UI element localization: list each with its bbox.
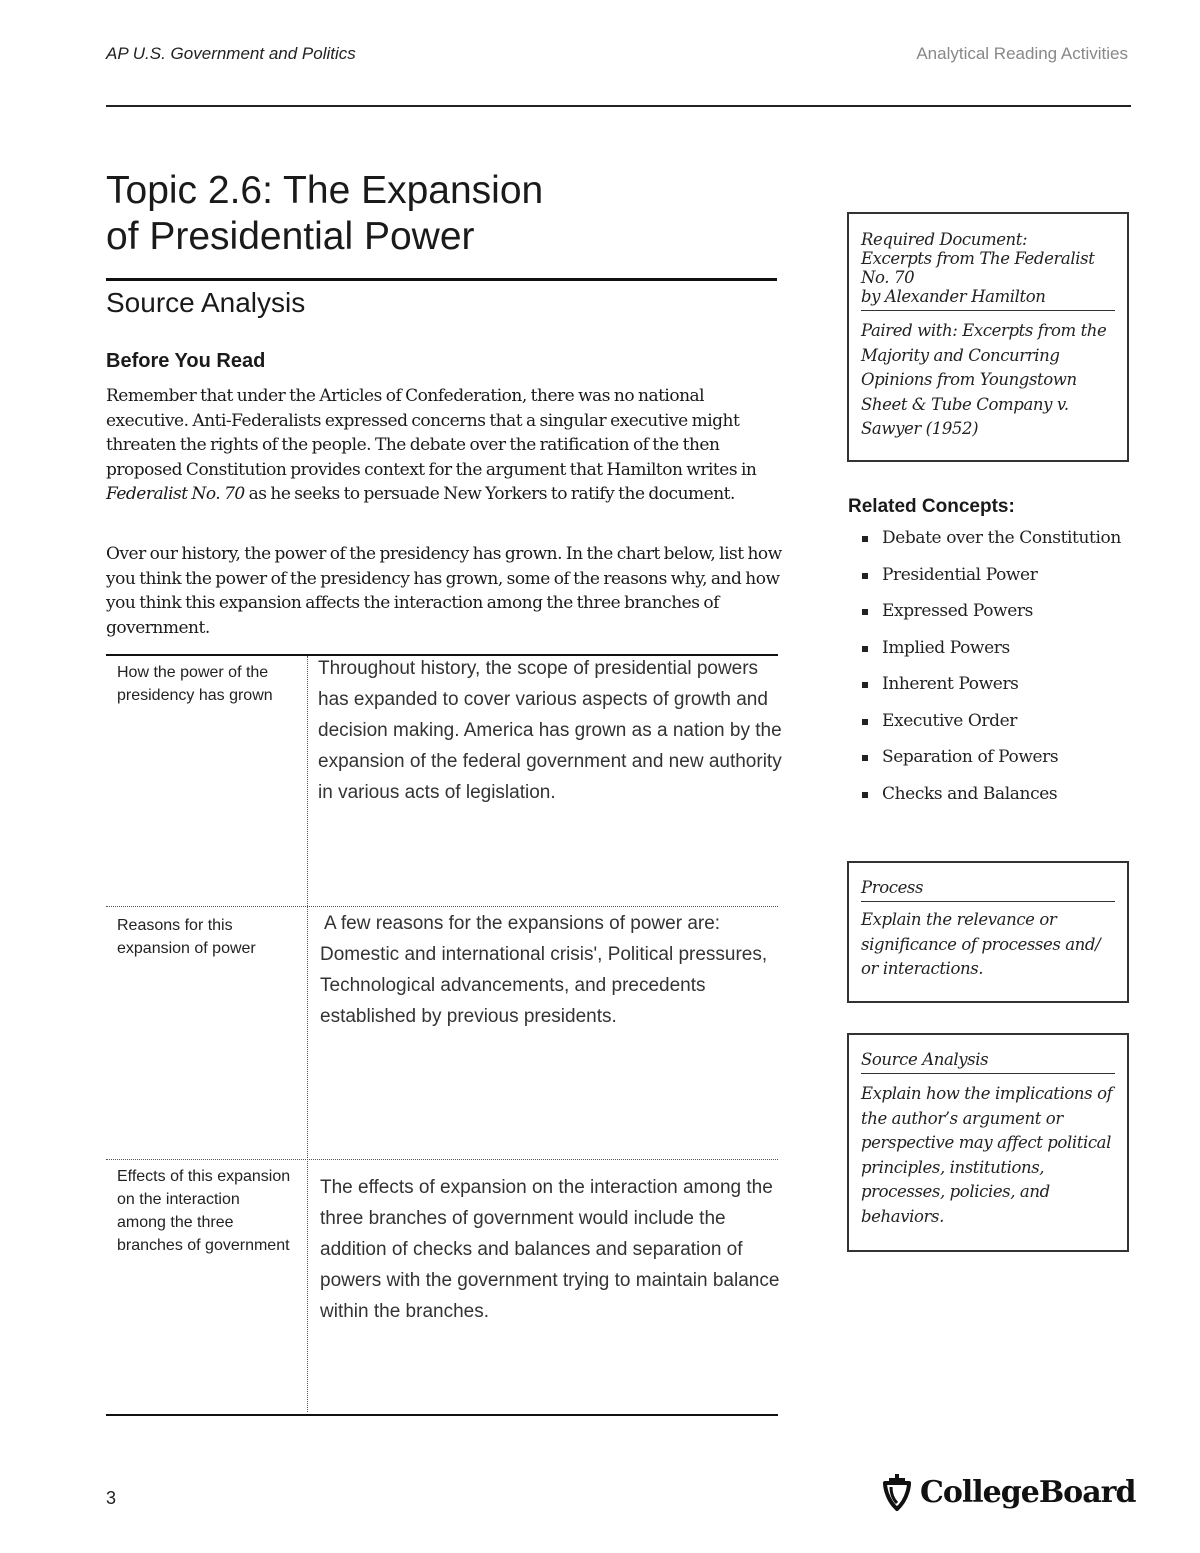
box-rule	[861, 310, 1115, 311]
concept-label: Checks and Balances	[882, 783, 1058, 804]
chart-row-label-reasons: Reasons for this expansion of power	[117, 917, 256, 957]
chart-row-divider	[106, 1159, 778, 1160]
required-document-author: by Alexander Hamilton	[861, 287, 1046, 306]
title-rule	[106, 278, 777, 281]
bullet-icon	[862, 646, 868, 652]
bullet-icon	[862, 609, 868, 615]
required-document-box	[847, 212, 1129, 462]
list-item	[862, 709, 1122, 733]
list-item	[862, 526, 1122, 550]
running-header-section: Analytical Reading Activities	[916, 44, 1128, 63]
concept-label: Implied Powers	[882, 637, 1010, 658]
list-item	[862, 672, 1122, 696]
concept-label: Debate over the Constitution	[882, 528, 1121, 548]
source-analysis-box-title: Source Analysis	[861, 1050, 989, 1069]
process-box-title: Process	[861, 878, 924, 897]
source-analysis-box-body: Explain how the implications of the author’s argument or perspective may affect political principles, institutions, processes, policies, and behaviors.	[861, 1084, 1113, 1226]
required-document-number: No. 70	[861, 268, 915, 287]
box-rule	[861, 901, 1115, 902]
bullet-icon	[862, 792, 868, 798]
bullet-icon	[862, 755, 868, 761]
concept-label: Executive Order	[882, 710, 1017, 731]
list-item	[862, 599, 1122, 623]
page-title-line-2: of Presidential Power	[106, 215, 475, 258]
required-document-info	[861, 230, 1115, 306]
bullet-icon	[862, 536, 868, 542]
process-box-body: Explain the relevance or significance of processes and/ or interactions.	[861, 910, 1101, 978]
intro-paragraph	[106, 384, 786, 507]
chart-column-divider	[307, 656, 308, 1412]
logo-wordmark: CollegeBoard	[920, 1474, 1136, 1510]
intro-text-emphasis: Federalist No. 70	[106, 484, 245, 504]
related-concepts-list	[862, 526, 1122, 818]
intro-text-start: Remember that under the Articles of Confederation, there was no national executive. Anti-Federalists expressed concerns that a singular executive might threaten the rights of the people. The debate over the ratification of the then proposed Constitution provides context for the argument that Hamilton writes in	[106, 386, 757, 480]
chart-row-answer-reasons[interactable]: A few reasons for the expansions of power are: Domestic and international crisis', Political pressures, Technological advancements, and precedents established by previous presidents.	[320, 913, 768, 1027]
process-box	[847, 861, 1129, 1003]
list-item	[862, 782, 1122, 806]
chart-row-answer-growth[interactable]: Throughout history, the scope of presidential powers has expanded to cover various aspects of growth and decision making. America has grown as a nation by the expansion of the federal government and new authority in various acts of legislation.	[318, 658, 782, 803]
college-board-logo	[880, 1470, 1135, 1514]
chart-row-divider	[106, 906, 778, 907]
section-heading: Source Analysis	[106, 287, 306, 318]
chart-row-label-effects: Effects of this expansion on the interaction among the three branches of government	[117, 1168, 291, 1254]
required-document-title: Excerpts from The Federalist	[861, 249, 1095, 268]
concept-label: Separation of Powers	[882, 747, 1059, 767]
bullet-icon	[862, 719, 868, 725]
header-rule	[106, 105, 1131, 107]
concept-label: Inherent Powers	[882, 674, 1019, 694]
instructions-paragraph: Over our history, the power of the presidency has grown. In the chart below, list how you think the power of the presidency has grown, some of the reasons why, and how you think this expansion affects the interaction among the three branches of government.	[106, 544, 782, 638]
list-item	[862, 636, 1122, 660]
intro-text-end: as he seeks to persuade New Yorkers to ratify the document.	[244, 484, 735, 504]
page-title-line-1: Topic 2.6: The Expansion	[106, 169, 544, 212]
page-title	[106, 168, 786, 260]
box-rule	[861, 1073, 1115, 1074]
running-header-course: AP U.S. Government and Politics	[106, 44, 356, 63]
concept-label: Presidential Power	[882, 564, 1038, 585]
paired-document: Paired with: Excerpts from the Majority and Concurring Opinions from Youngstown Sheet & Tube Company v. Sawyer (1952)	[861, 321, 1107, 438]
bullet-icon	[862, 682, 868, 688]
required-document-label: Required Document:	[861, 230, 1028, 249]
list-item	[862, 563, 1122, 587]
related-concepts-heading: Related Concepts:	[848, 496, 1015, 517]
chart-row-answer-effects[interactable]: The effects of expansion on the interaction among the three branches of government would include the addition of checks and balances and separation of powers with the government trying to maintain balance within the branches.	[320, 1177, 780, 1322]
bullet-icon	[862, 573, 868, 579]
before-you-read-heading: Before You Read	[106, 350, 266, 372]
source-analysis-box	[847, 1033, 1129, 1252]
acorn-icon	[880, 1472, 914, 1512]
concept-label: Expressed Powers	[882, 601, 1033, 621]
page-number: 3	[106, 1488, 117, 1508]
chart-row-label-growth: How the power of the presidency has grown	[117, 664, 273, 704]
list-item	[862, 745, 1122, 769]
